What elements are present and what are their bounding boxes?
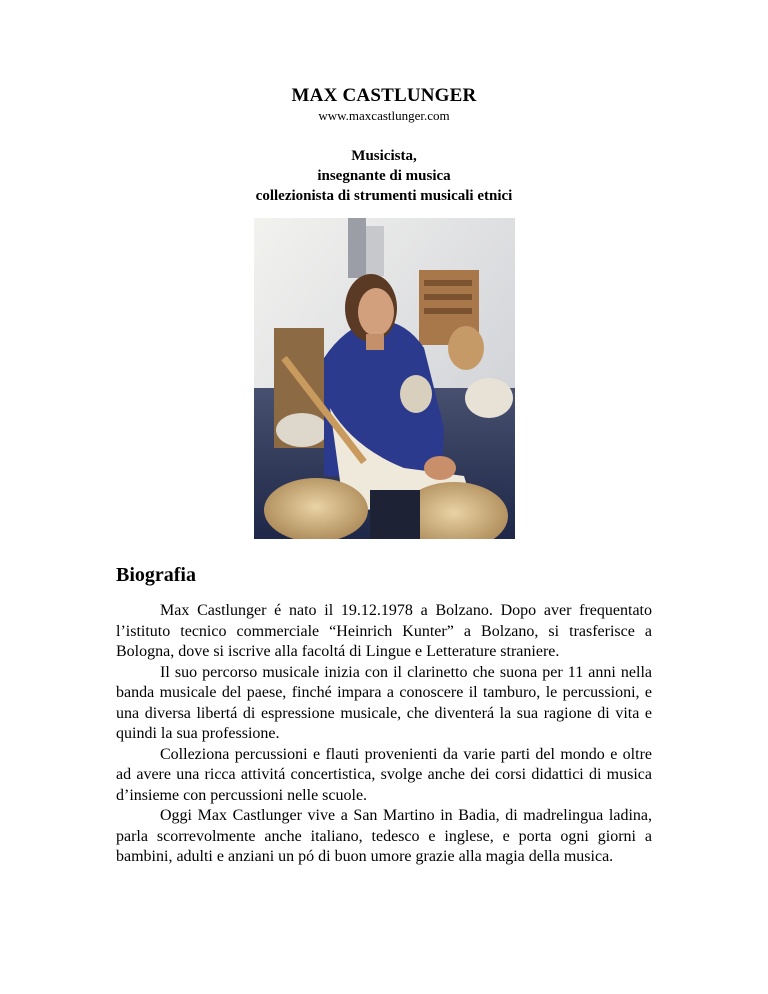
page-title: MAX CASTLUNGER [291, 85, 477, 106]
website-link[interactable]: www.maxcastlunger.com [318, 108, 450, 123]
roles-block [0, 146, 768, 206]
biography-paragraph: Colleziona percussioni e flauti provenienti da varie parti del mondo e oltre ad avere una ricca attivitá concertistica, svolge anche dei corsi didattici di musica d’insieme con percussioni nelle scuole. [116, 745, 652, 804]
biography-paragraph: Il suo percorso musicale inizia con il clarinetto che suona per 11 anni nella banda musicale del paese, finché impara a conoscere il tamburo, le percussioni, e una diversa libertá di espressione musicale, che diventerá la sua ragione di vita e quindi la sua professione. [116, 663, 652, 742]
biography-paragraph: Oggi Max Castlunger vive a San Martino in Badia, di madrelingua ladina, parla scorrevolmente anche italiano, tedesco e inglese, e porta ogni giorni a bambini, adulti e anziani un pó di buon umore grazie alla magia della musica. [116, 807, 652, 865]
section-heading-biografia: Biografia [116, 564, 196, 586]
portrait-photo [254, 218, 515, 539]
role-line: insegnante di musica [317, 168, 451, 184]
biography-paragraph: Max Castlunger é nato il 19.12.1978 a Bolzano. Dopo aver frequentato l’istituto tecnico commerciale “Heinrich Kunter” a Bolzano, si trasferisce a Bologna, dove si iscrive alla facoltá di Lingue e Letterature straniere. [116, 602, 652, 660]
document-header [0, 84, 768, 206]
role-line: Musicista, [351, 148, 417, 164]
role-line: collezionista di strumenti musicali etnici [255, 188, 513, 204]
biography-body [116, 601, 652, 868]
